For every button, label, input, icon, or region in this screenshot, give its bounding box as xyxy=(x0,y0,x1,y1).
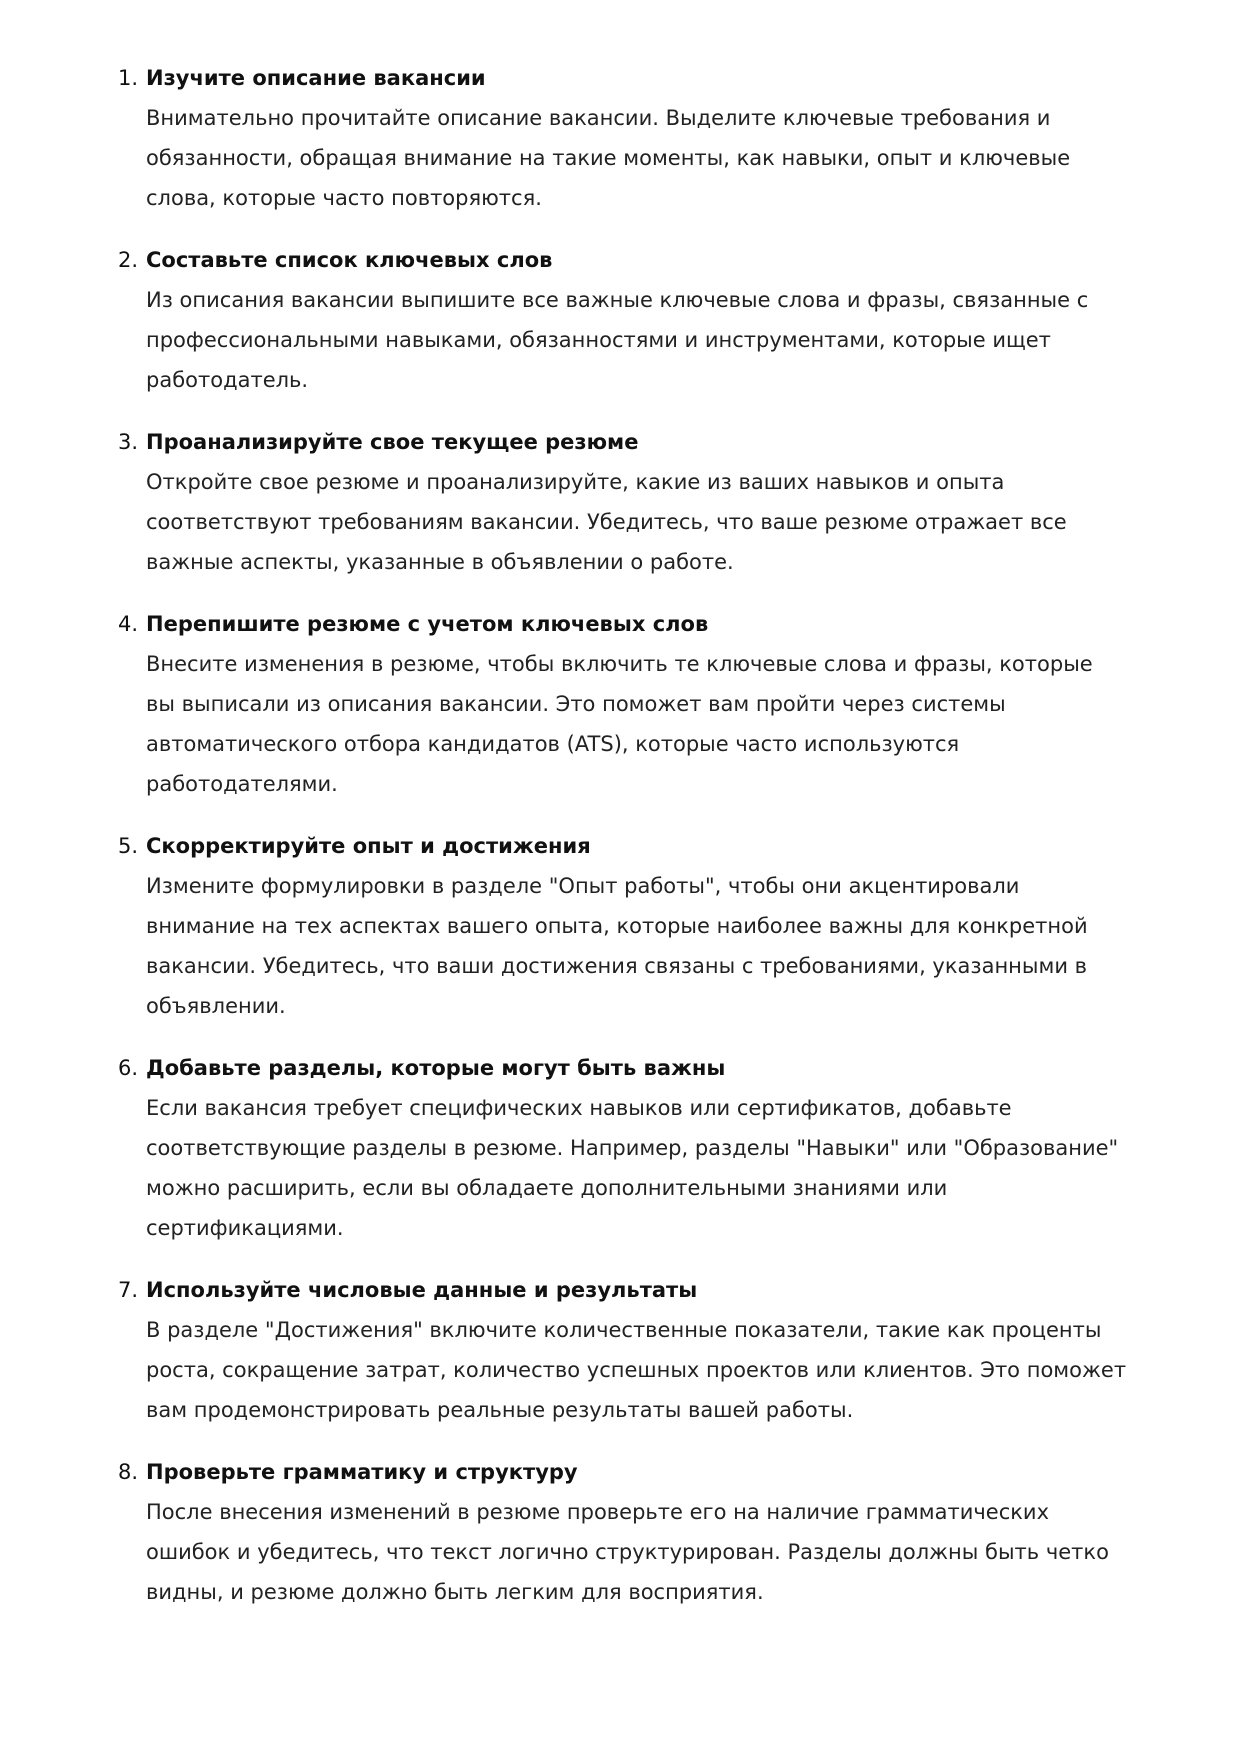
list-item-body xyxy=(146,866,1156,1026)
body-line: роста, сокращение затрат, количество успешных проектов или клиентов. Это поможет xyxy=(146,1358,1127,1382)
body-line: внимание на тех аспектах вашего опыта, которые наиболее важны для конкретной xyxy=(146,914,1088,938)
list-item-body xyxy=(146,98,1156,218)
list-item-number: 3. xyxy=(118,430,139,454)
body-line: работодателями. xyxy=(146,772,338,796)
body-line: сертификациями. xyxy=(146,1216,344,1240)
list-item-title: Добавьте разделы, которые могут быть важны xyxy=(146,1056,726,1080)
list-item-body xyxy=(146,280,1156,400)
list-item-body xyxy=(146,1088,1156,1248)
body-line: вы выписали из описания вакансии. Это поможет вам пройти через системы xyxy=(146,692,1006,716)
body-line: вам продемонстрировать реальные результаты вашей работы. xyxy=(146,1398,854,1422)
list-item-body xyxy=(146,644,1156,804)
list-item-number: 5. xyxy=(118,834,139,858)
body-line: важные аспекты, указанные в объявлении о работе. xyxy=(146,550,734,574)
document-page xyxy=(0,58,1239,1634)
list-item-title: Используйте числовые данные и результаты xyxy=(146,1278,698,1302)
list-item-title: Проверьте грамматику и структуру xyxy=(146,1460,578,1484)
body-line: автоматического отбора кандидатов (ATS), которые часто используются xyxy=(146,732,960,756)
body-line: можно расширить, если вы обладаете дополнительными знаниями или xyxy=(146,1176,948,1200)
list-item xyxy=(118,1452,1156,1612)
body-line: Внесите изменения в резюме, чтобы включить те ключевые слова и фразы, которые xyxy=(146,652,1093,676)
body-line: Если вакансия требует специфических навыков или сертификатов, добавьте xyxy=(146,1096,1012,1120)
steps-list xyxy=(0,58,1239,1612)
body-line: видны, и резюме должно быть легким для восприятия. xyxy=(146,1580,764,1604)
body-line: Внимательно прочитайте описание вакансии. Выделите ключевые требования и xyxy=(146,106,1051,130)
list-item-number: 2. xyxy=(118,248,139,272)
list-item-title: Скорректируйте опыт и достижения xyxy=(146,834,591,858)
list-item-number: 8. xyxy=(118,1460,139,1484)
list-item-title: Проанализируйте свое текущее резюме xyxy=(146,430,639,454)
list-item xyxy=(118,58,1156,218)
body-line: После внесения изменений в резюме проверьте его на наличие грамматических xyxy=(146,1500,1049,1524)
body-line: профессиональными навыками, обязанностями и инструментами, которые ищет xyxy=(146,328,1051,352)
list-item xyxy=(118,240,1156,400)
body-line: В разделе "Достижения" включите количественные показатели, такие как проценты xyxy=(146,1318,1102,1342)
list-item-title: Перепишите резюме с учетом ключевых слов xyxy=(146,612,709,636)
body-line: Измените формулировки в разделе "Опыт работы", чтобы они акцентировали xyxy=(146,874,1020,898)
body-line: Откройте свое резюме и проанализируйте, какие из ваших навыков и опыта xyxy=(146,470,1005,494)
body-line: соответствуют требованиям вакансии. Убедитесь, что ваше резюме отражает все xyxy=(146,510,1067,534)
list-item xyxy=(118,1048,1156,1248)
body-line: ошибок и убедитесь, что текст логично структурирован. Разделы должны быть четко xyxy=(146,1540,1109,1564)
body-line: обязанности, обращая внимание на такие моменты, как навыки, опыт и ключевые xyxy=(146,146,1071,170)
list-item-title: Изучите описание вакансии xyxy=(146,66,486,90)
body-line: вакансии. Убедитесь, что ваши достижения связаны с требованиями, указанными в xyxy=(146,954,1088,978)
list-item-number: 1. xyxy=(118,66,139,90)
list-item-body xyxy=(146,1492,1156,1612)
list-item-title: Составьте список ключевых слов xyxy=(146,248,553,272)
body-line: соответствующие разделы в резюме. Например, разделы "Навыки" или "Образование" xyxy=(146,1136,1119,1160)
list-item xyxy=(118,1270,1156,1430)
body-line: объявлении. xyxy=(146,994,286,1018)
list-item-body xyxy=(146,462,1156,582)
body-line: Из описания вакансии выпишите все важные ключевые слова и фразы, связанные с xyxy=(146,288,1089,312)
list-item xyxy=(118,604,1156,804)
list-item-number: 6. xyxy=(118,1056,139,1080)
list-item xyxy=(118,422,1156,582)
list-item-number: 7. xyxy=(118,1278,139,1302)
body-line: слова, которые часто повторяются. xyxy=(146,186,542,210)
list-item-number: 4. xyxy=(118,612,139,636)
list-item-body xyxy=(146,1310,1156,1430)
body-line: работодатель. xyxy=(146,368,309,392)
list-item xyxy=(118,826,1156,1026)
